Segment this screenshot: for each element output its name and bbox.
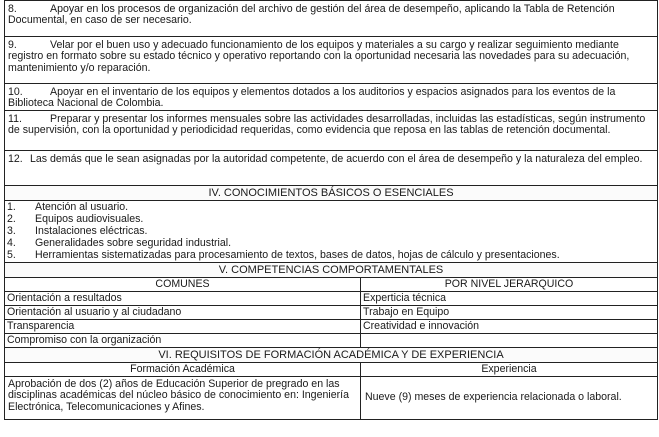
requirements-row	[5, 377, 657, 420]
function-number: 9.	[8, 39, 17, 51]
function-row-10	[5, 84, 657, 111]
competency-row	[5, 306, 657, 320]
por-nivel-header: POR NIVEL JERARQUICO	[444, 278, 574, 290]
function-row-9	[5, 37, 657, 84]
function-number: 10.	[8, 86, 23, 98]
requirements-header-row	[5, 363, 657, 377]
function-row-8	[5, 0, 657, 37]
function-number: 8.	[8, 3, 17, 15]
competency-comun: Orientación al usuario y al ciudadano	[5, 306, 361, 319]
function-text: Preparar y presentar los informes mensuales sobre las actividades desarrolladas, incluidas las estadísticas, según instrumento de supervisión, con la oportunidad y periodicidad requeridas, como evidencia que reposa en las tablas de retención documental.	[8, 113, 646, 137]
function-number: 11.	[8, 113, 22, 125]
function-row-11	[5, 111, 657, 151]
competency-nivel: Experticia técnica	[363, 292, 447, 304]
functions-table	[4, 0, 658, 420]
section-vi-title: VI. REQUISITOS DE FORMACIÓN ACADÉMICA Y DE EXPERIENCIA	[5, 348, 657, 363]
comunes-header: COMUNES	[5, 278, 361, 291]
competency-comun: Orientación a resultados	[5, 292, 361, 305]
competency-row	[5, 334, 657, 348]
formacion-text: Aprobación de dos (2) años de Educación Superior de pregrado en las disciplinas académicas del núcleo básico de conocimiento en: Ingeniería Electrónica, Telecomunicaciones y Afines.	[5, 377, 361, 419]
knowledge-list	[5, 201, 657, 263]
function-row-12	[5, 151, 657, 186]
competency-nivel: Creatividad e innovación	[363, 320, 480, 332]
competency-row	[5, 292, 657, 306]
experiencia-text: Nueve (9) meses de experiencia relacionada o laboral.	[365, 391, 622, 404]
competency-comun: Transparencia	[5, 320, 361, 333]
competencies-header-row	[5, 278, 657, 292]
formacion-header: Formación Académica	[5, 363, 361, 376]
knowledge-item: 4. Generalidades sobre seguridad industrial.	[7, 237, 232, 249]
function-text: Apoyar en el inventario de los equipos y elementos dotados a los auditorios y espacios asignados para los eventos de la Biblioteca Nacional de Colombia.	[8, 86, 616, 110]
function-text: Velar por el buen uso y adecuado funcionamiento de los equipos y materiales a su cargo y realizar seguimiento mediante registro en formato sobre su estado técnico y operativo reportando con la oportunidad necesaria las novedades para su adecuación, mantenimiento y/o reparación.	[8, 39, 630, 74]
competency-nivel	[361, 334, 657, 347]
knowledge-item: 5. Herramientas sistematizadas para procesamiento de textos, bases de datos, hojas de cálculo y presentaciones.	[7, 249, 560, 261]
function-text: Las demás que le sean asignadas por la autoridad competente, de acuerdo con el área de desempeño y la naturaleza del empleo.	[30, 153, 643, 165]
function-number: 12.	[8, 153, 23, 165]
competency-nivel: Trabajo en Equipo	[363, 306, 450, 318]
function-text: Apoyar en los procesos de organización del archivo de gestión del área de desempeño, aplicando la Tabla de Retención Documental, en caso de ser necesario.	[8, 3, 615, 27]
knowledge-item: 1. Atención al usuario.	[7, 201, 129, 213]
experiencia-header: Experiencia	[481, 363, 537, 375]
knowledge-item: 3. Instalaciones eléctricas.	[7, 225, 148, 237]
competency-row	[5, 320, 657, 334]
section-v-title: V. COMPETENCIAS COMPORTAMENTALES	[5, 263, 657, 278]
section-iv-title: IV. CONOCIMIENTOS BÁSICOS O ESENCIALES	[5, 186, 657, 201]
competency-comun: Compromiso con la organización	[5, 334, 361, 347]
experiencia-cell	[361, 377, 657, 419]
knowledge-item: 2. Equipos audiovisuales.	[7, 213, 144, 225]
